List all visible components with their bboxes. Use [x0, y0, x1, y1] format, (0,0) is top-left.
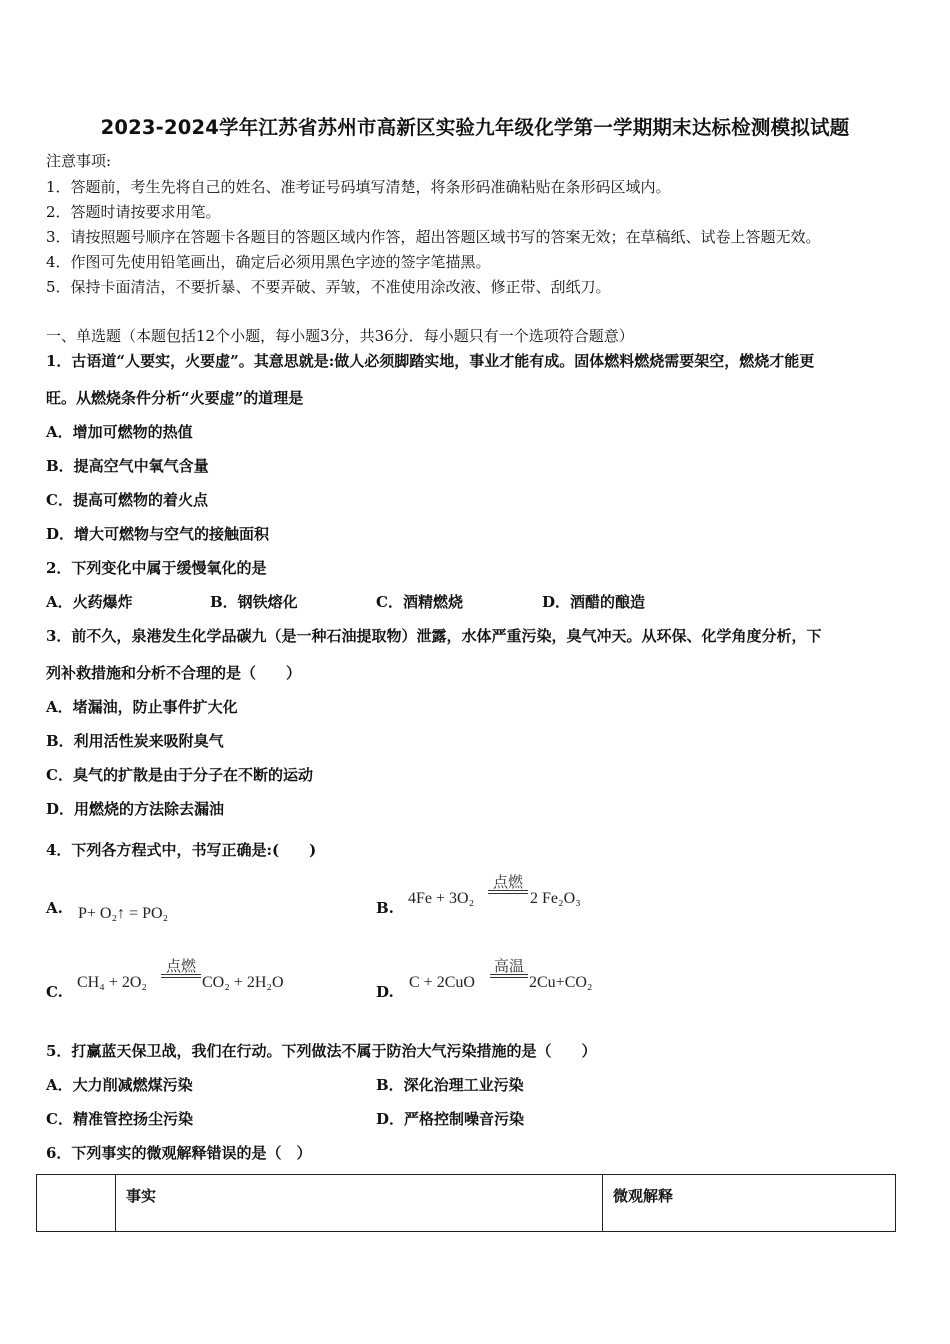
q4-condition-c — [161, 958, 201, 978]
q4-condition-c-text: 点燃 — [165, 957, 196, 975]
question-3-stem-cont: 列补救措施和分析不合理的是（ ） — [46, 664, 302, 682]
q4-formula-d-left: C + 2CuO — [409, 974, 475, 991]
q1-option-c: C．提高可燃物的着火点 — [46, 491, 208, 509]
notice-heading: 注意事项: — [46, 152, 112, 170]
q4-condition-b — [488, 874, 528, 894]
q4-condition-d-text: 高温 — [493, 957, 524, 975]
q4-label-c: C. — [46, 983, 63, 1001]
q5-option-b: B．深化治理工业污染 — [376, 1076, 524, 1094]
q3-option-c: C．臭气的扩散是由于分子在不断的运动 — [46, 766, 313, 784]
facts-table — [36, 1174, 896, 1232]
q1-option-b: B．提高空气中氧气含量 — [46, 457, 209, 475]
q3-option-d: D．用燃烧的方法除去漏油 — [46, 800, 225, 818]
q3-option-a: A．堵漏油，防止事件扩大化 — [46, 698, 238, 716]
q4-label-b: B. — [376, 899, 394, 917]
q5-option-a: A．大力削减燃煤污染 — [46, 1076, 193, 1094]
question-4-stem: 4．下列各方程式中，书写正确是:( ) — [46, 841, 317, 859]
notice-item: 3．请按照题号顺序在答题卡各题目的答题区域内作答，超出答题区域书写的答案无效；在草稿纸、试卷上答题无效。 — [46, 228, 821, 246]
table-header-blank — [37, 1175, 116, 1232]
question-5-stem: 5．打赢蓝天保卫战，我们在行动。下列做法不属于防治大气污染措施的是（ ） — [46, 1042, 597, 1060]
q4-formula-b-left: 4Fe + 3O₂ — [408, 890, 475, 907]
q1-option-a: A．增加可燃物的热值 — [46, 423, 193, 441]
question-1-stem: 1．古语道“人要实，火要虚”。其意思就是:做人必须脚踏实地，事业才能有成。固体燃料燃烧需要架空，燃烧才能更 — [46, 352, 815, 370]
q4-condition-d — [490, 958, 528, 978]
q4-formula-a: P+ O₂↑ = PO₂ — [78, 905, 169, 922]
question-1-stem-cont: 旺。从燃烧条件分析“火要虚”的道理是 — [46, 389, 304, 407]
q5-option-d: D．严格控制噪音污染 — [376, 1110, 525, 1128]
q4-condition-b-text: 点燃 — [492, 873, 523, 891]
notice-item: 1．答题前，考生先将自己的姓名、准考证号码填写清楚，将条形码准确粘贴在条形码区域内。 — [46, 178, 671, 196]
question-6-stem: 6．下列事实的微观解释错误的是（ ） — [46, 1144, 312, 1162]
question-2-stem: 2．下列变化中属于缓慢氧化的是 — [46, 559, 267, 577]
table-header-explanation: 微观解释 — [603, 1175, 896, 1232]
q4-formula-b-right: 2 Fe₂O₃ — [530, 890, 581, 907]
question-3-stem: 3．前不久，泉港发生化学品碳九（是一种石油提取物）泄露，水体严重污染，臭气冲天。从环保、化学角度分析，下 — [46, 627, 822, 645]
q2-option-a: A．火药爆炸 — [46, 593, 133, 611]
table-row — [37, 1175, 896, 1232]
q4-label-d: D. — [376, 983, 394, 1001]
table-header-fact: 事实 — [116, 1175, 603, 1232]
q3-option-b: B．利用活性炭来吸附臭气 — [46, 732, 224, 750]
notice-item: 5．保持卡面清洁，不要折暴、不要弄破、弄皱，不准使用涂改液、修正带、刮纸刀。 — [46, 278, 611, 296]
q4-label-a: A. — [46, 899, 63, 917]
q4-formula-c-left: CH₄ + 2O₂ — [77, 974, 147, 991]
q5-option-c: C．精准管控扬尘污染 — [46, 1110, 193, 1128]
notice-item: 2．答题时请按要求用笔。 — [46, 203, 221, 221]
q2-option-c: C．酒精燃烧 — [376, 593, 463, 611]
section-heading: 一、单选题（本题包括12个小题，每小题3分，共36分．每小题只有一个选项符合题意） — [46, 327, 634, 345]
notice-item: 4．作图可先使用铅笔画出，确定后必须用黑色字迹的签字笔描黑。 — [46, 253, 491, 271]
q4-formula-c-right: CO₂ + 2H₂O — [202, 974, 284, 991]
q2-option-b: B．钢铁熔化 — [210, 593, 298, 611]
q1-option-d: D．增大可燃物与空气的接触面积 — [46, 525, 270, 543]
exam-title: 2023-2024学年江苏省苏州市高新区实验九年级化学第一学期期末达标检测模拟试题 — [100, 116, 850, 139]
q4-formula-d-right: 2Cu+CO₂ — [529, 974, 593, 991]
q2-option-d: D．酒醋的酿造 — [542, 593, 646, 611]
